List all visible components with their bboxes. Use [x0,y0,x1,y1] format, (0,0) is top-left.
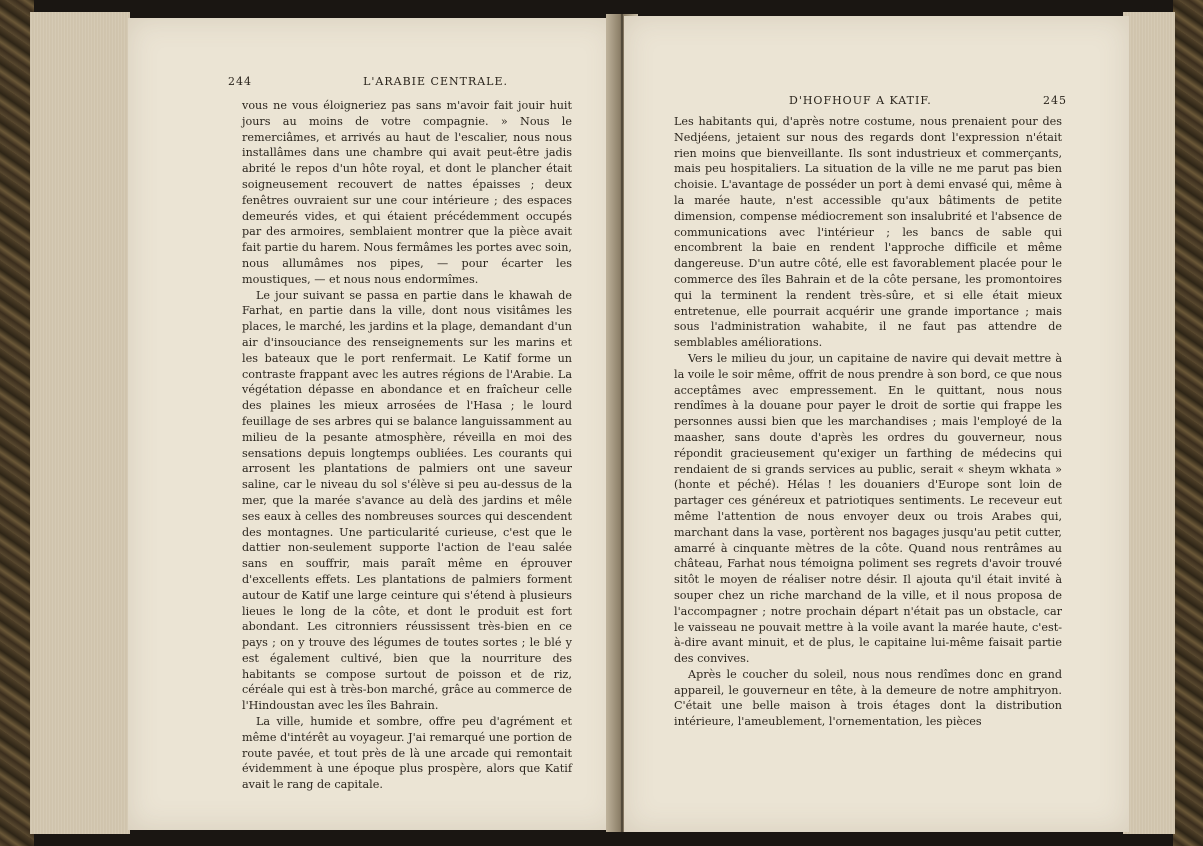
book-cover-left [0,0,34,846]
right-page [624,16,1129,832]
paragraph: vous ne vous éloigneriez pas sans m'avoir fait jouir huit jours au moins de votre compagnie. » Nous le remerciâmes, et arrivés au haut de l'escalier, nous nous installâmes dans une chambre qui avait peut-être jadis abrité le repos d'un hôte royal, et dont le plancher était soigneusement recouvert de nattes épaisses ; deux fenêtres ouvraient sur une cour intérieure ; des espaces demeurés vides, et qui étaient précédemment occupés par des armoires, semblaient montrer que la pièce avait fait partie du harem. Nous fermâmes les portes avec soin, nous allumâmes nos pipes, — pour écarter les moustiques, — et nous nous endormîmes. [242,99,572,286]
page-number: 244 [228,75,252,88]
page-edges-left [30,12,130,834]
paragraph: Le jour suivant se passa en partie dans le khawah de Farhat, en partie dans la ville, dont nous visitâmes les places, le marché, les jardins et la plage, demandant d'un air d'insouciance des renseignements sur les marins et les bateaux que le port renfermait. Le Katif forme un contraste frappant avec les autres régions de l'Arabie. La végétation dépasse en abondance et en fraîcheur celle des plaines les mieux arrosées de l'Hasa ; le lourd feuillage de ses arbres qui se balance languissamment au milieu de la pesante atmosphère, réveilla en moi des sensations depuis longtemps oubliées. Les courants qui arrosent les plantations de palmiers ont une saveur saline, car le niveau du sol s'élève si peu au-dessus de la mer, que la marée s'avance au delà des jardins et mêle ses eaux à celles des nombreuses sources qui descendent des montagnes. Une particularité curieuse, c'est que le dattier non-seulement supporte l'action de l'eau salée sans en souffrir, mais paraît même en éprouver d'excellents effets. Les plantations de palmiers forment autour de Katif une large ceinture qui s'étend à plusieurs lieues le long de la côte, et dont le produit est fort abondant. Les citronniers réussissent très-bien en ce pays ; on y trouve des légumes de toutes sortes ; le blé y est également cultivé, bien que la nourriture des habitants se compose surtout de poisson et de riz, céréale qui est à très-bon marché, grâce au commerce de l'Hindoustan avec les îles Bahrain. [242,288,572,713]
paragraph: Les habitants qui, d'après notre costume, nous prenaient pour des Nedjéens, jetaient sur nous des regards dont l'expression n'était rien moins que bienveillante. Ils sont industrieux et commerçants, mais peu hospitaliers. La situation de la ville ne me parut pas bien choisie. L'avantage de posséder un port à demi envasé qui, même à la marée haute, n'est accessible qu'aux bâtiments de petite dimension, compense médiocrement son insalubrité et l'absence de communications avec l'intérieur ; les bancs de sable qui encombrent la baie en rendent l'approche difficile et même dangereuse. D'un autre côté, elle est favorablement placée pour le commerce des îles Bahrain et de la côte persane, les promontoires qui la terminent la rendent très-sûre, et si elle était mieux entretenue, elle pourrait acquérir une grande importance ; mais sous l'administration wahabite, il ne faut pas attendre de semblables améliorations. [674,115,1062,350]
left-page [128,18,616,830]
right-page-body [674,114,1062,730]
paragraph: Après le coucher du soleil, nous nous rendîmes donc en grand appareil, le gouverneur en tête, à la demeure de notre amphitryon. C'était une belle maison à trois étages dont la distribution intérieure, l'ameublement, l'ornementation, les pièces [674,667,1062,729]
right-page-header [789,94,1067,107]
running-head: L'ARABIE CENTRALE. [363,75,508,88]
running-head: D'HOFHOUF A KATIF. [789,94,932,107]
page-number: 245 [1043,94,1067,107]
paragraph: Vers le milieu du jour, un capitaine de navire qui devait mettre à la voile le soir même, offrit de nous prendre à son bord, ce que nous acceptâmes avec empressement. En le quittant, nous nous rendîmes à la douane pour payer le droit de sortie qui frappe les personnes aussi bien que les marchandises ; mais l'employé de la maasher, sans doute d'après les ordres du gouverneur, nous répondit gracieusement qu'exiger un farthing de médecins qui rendaient de si grands services au public, serait « sheym wkhata » (honte et péché). Hélas ! les douaniers d'Europe sont loin de partager ces généreux et patriotiques sentiments. Le receveur eut même l'attention de nous envoyer deux ou trois Arabes qui, marchant dans la vase, portèrent nos bagages jusqu'au petit cutter, amarré à cinquante mètres de la côte. Quand nous rentrâmes au château, Farhat nous témoigna poliment ses regrets d'avoir trouvé sitôt le moyen de réaliser notre désir. Il ajouta qu'il était invité à souper chez un riche marchand de la ville, et il nous proposa de l'accompagner ; notre prochain départ n'était pas un obstacle, car le vaisseau ne pouvait mettre à la voile avant la marée haute, c'est-à-dire avant minuit, et de plus, le capitaine lui-même faisait partie des convives. [674,351,1062,666]
left-page-body [242,98,572,793]
book-cover-right [1173,0,1203,846]
left-page-header [228,75,568,88]
paragraph: La ville, humide et sombre, offre peu d'agrément et même d'intérêt au voyageur. J'ai remarqué une portion de route pavée, et tout près de là une arcade qui remontait évidemment à une époque plus prospère, alors que Katif avait le rang de capitale. [242,715,572,792]
page-edges-right [1123,12,1175,834]
